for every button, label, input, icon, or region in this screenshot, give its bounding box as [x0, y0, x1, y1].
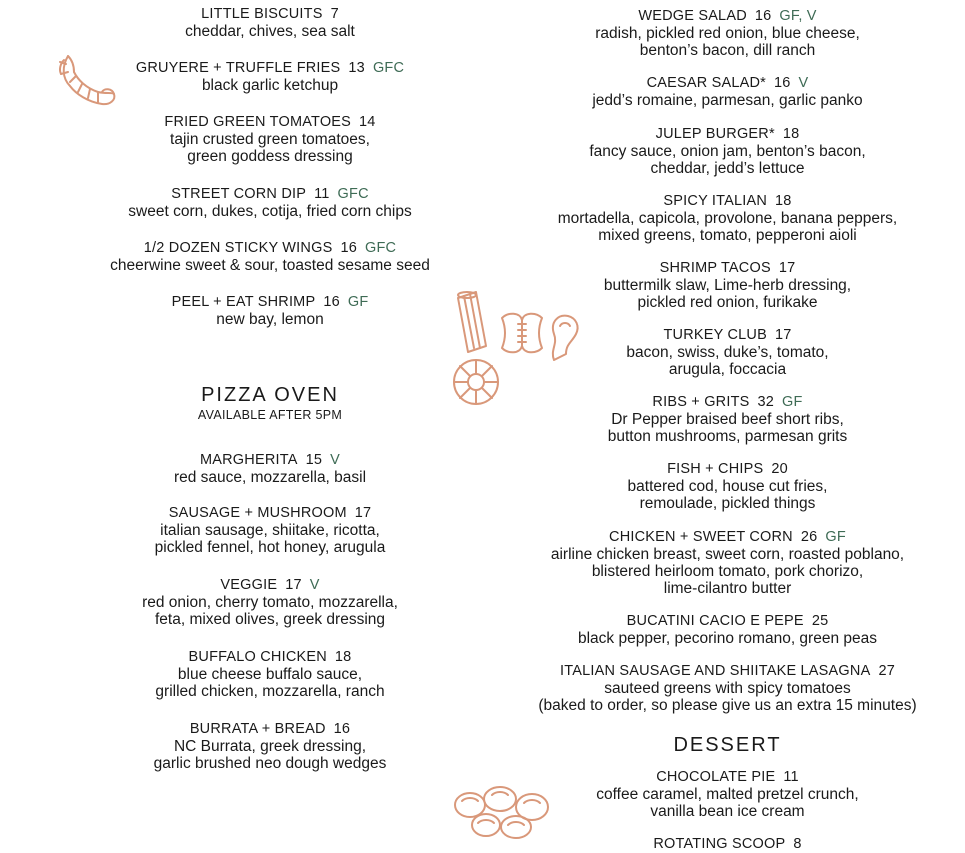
item-name: CHICKEN + SWEET CORN: [609, 529, 793, 545]
item-name: ITALIAN SAUSAGE AND SHIITAKE LASAGNA: [560, 663, 871, 679]
item-desc: cheddar, chives, sea salt: [185, 23, 355, 40]
item-price: 20: [771, 461, 788, 477]
item-desc: italian sausage, shiitake, ricotta,: [160, 522, 380, 539]
item-name: BURRATA + BREAD: [189, 721, 326, 737]
item-name: RIBS + GRITS: [652, 394, 750, 410]
item-name: CAESAR SALAD*: [646, 75, 767, 91]
item-name: TURKEY CLUB: [663, 327, 767, 343]
item-desc: lime-cilantro butter: [663, 580, 792, 597]
item-desc: benton’s bacon, dill ranch: [639, 42, 816, 59]
item-price: 16: [323, 294, 340, 310]
item-desc: cheddar, jedd’s lettuce: [650, 160, 805, 177]
diet-tag: GF: [782, 394, 803, 410]
item-desc: arugula, foccacia: [668, 361, 787, 378]
item-desc: garlic brushed neo dough wedges: [153, 755, 387, 772]
item-price: 26: [800, 529, 818, 545]
item-desc: mixed greens, tomato, pepperoni aioli: [598, 227, 857, 244]
menu-item: [60, 240, 480, 274]
menu-item: [505, 529, 950, 597]
item-desc: pickled fennel, hot honey, arugula: [154, 539, 386, 556]
item-price: 25: [811, 613, 829, 629]
item-name: FRIED GREEN TOMATOES: [164, 114, 352, 130]
diet-tag: GF: [825, 529, 846, 545]
section-title-dessert: DESSERT: [673, 734, 782, 756]
item-desc: red sauce, mozzarella, basil: [173, 469, 367, 486]
menu-item: [505, 461, 950, 512]
menu-item: [60, 6, 480, 40]
item-price: 7: [330, 6, 339, 22]
item-name: GRUYERE + TRUFFLE FRIES: [135, 60, 341, 76]
item-desc: NC Burrata, greek dressing,: [173, 738, 367, 755]
menu-item: [60, 721, 480, 772]
diet-tag: GFC: [372, 60, 405, 76]
item-desc: jedd’s romaine, parmesan, garlic panko: [592, 92, 863, 109]
diet-tag: V: [798, 75, 809, 91]
item-name: SPICY ITALIAN: [663, 193, 768, 209]
item-name: PEEL + EAT SHRIMP: [171, 294, 316, 310]
menu-item: [505, 613, 950, 647]
item-price: 11: [314, 186, 330, 202]
item-price: 17: [778, 260, 796, 276]
diet-tag: GF, V: [779, 8, 817, 24]
item-name: BUCATINI CACIO E PEPE: [626, 613, 804, 629]
item-price: 14: [359, 114, 376, 130]
item-name: FISH + CHIPS: [667, 461, 764, 477]
item-desc: blistered heirloom tomato, pork chorizo,: [591, 563, 864, 580]
item-name: STREET CORN DIP: [171, 186, 307, 202]
shrimp-icon: [56, 52, 124, 112]
menu-item: [60, 294, 480, 328]
item-desc: bacon, swiss, duke’s, tomato,: [626, 344, 829, 361]
item-desc: sweet corn, dukes, cotija, fried corn chips: [128, 203, 412, 220]
item-price: 27: [878, 663, 895, 679]
item-desc: pickled red onion, furikake: [637, 294, 818, 311]
menu-item: [505, 836, 950, 853]
menu-item: [505, 8, 950, 59]
item-desc: fancy sauce, onion jam, benton’s bacon,: [589, 143, 866, 160]
item-desc: airline chicken breast, sweet corn, roasted poblano,: [550, 546, 905, 563]
item-desc: black garlic ketchup: [201, 77, 339, 94]
item-desc: red onion, cherry tomato, mozzarella,: [142, 594, 398, 611]
item-desc: blue cheese buffalo sauce,: [177, 666, 363, 683]
item-price: 18: [775, 193, 792, 209]
item-desc: feta, mixed olives, greek dressing: [154, 611, 386, 628]
item-desc: black pepper, pecorino romano, green peas: [577, 630, 877, 647]
item-price: 13: [348, 60, 365, 76]
item-price: 17: [354, 505, 372, 521]
item-desc: green goddess dressing: [187, 148, 353, 165]
item-price: 32: [757, 394, 775, 410]
diet-tag: GF: [347, 294, 369, 310]
item-desc: buttermilk slaw, Lime-herb dressing,: [603, 277, 852, 294]
dumplings-icon: [452, 783, 556, 841]
menu-item: [505, 193, 950, 244]
item-name: SHRIMP TACOS: [659, 260, 771, 276]
item-price: 17: [774, 327, 792, 343]
item-name: WEDGE SALAD: [638, 8, 747, 24]
diet-tag: GFC: [364, 240, 397, 256]
item-price: 15: [305, 452, 323, 468]
menu-item: [60, 186, 480, 220]
section-subtitle: AVAILABLE AFTER 5PM: [197, 408, 343, 422]
item-desc: battered cod, house cut fries,: [627, 478, 828, 495]
menu-item: [60, 452, 480, 486]
item-desc: vanilla bean ice cream: [650, 803, 805, 820]
item-name: BUFFALO CHICKEN: [188, 649, 327, 665]
item-desc: radish, pickled red onion, blue cheese,: [595, 25, 860, 42]
item-price: 16: [754, 8, 772, 24]
item-desc: button mushrooms, parmesan grits: [607, 428, 848, 445]
item-name: VEGGIE: [220, 577, 278, 593]
item-price: 16: [774, 75, 791, 91]
menu-item: [60, 114, 480, 165]
item-desc: cheerwine sweet & sour, toasted sesame seed: [110, 257, 430, 274]
menu-item: [505, 75, 950, 109]
item-price: 16: [333, 721, 351, 737]
item-price: 11: [783, 769, 799, 785]
item-name: SAUSAGE + MUSHROOM: [168, 505, 347, 521]
item-desc: coffee caramel, malted pretzel crunch,: [596, 786, 859, 803]
menu-item: [60, 577, 480, 628]
diet-tag: V: [330, 452, 340, 468]
menu-item: [60, 505, 480, 556]
item-desc: Dr Pepper braised beef short ribs,: [611, 411, 844, 428]
item-desc: remoulade, pickled things: [639, 495, 816, 512]
item-price: 17: [285, 577, 302, 593]
item-price: 18: [782, 126, 800, 142]
menu-item: [60, 649, 480, 700]
item-desc: grilled chicken, mozzarella, ranch: [155, 683, 385, 700]
item-desc: sauteed greens with spicy tomatoes: [604, 680, 851, 697]
pasta-shapes-icon: [442, 290, 582, 408]
menu-item: [505, 126, 950, 177]
diet-tag: GFC: [337, 186, 369, 202]
item-price: 8: [793, 836, 802, 852]
item-name: ROTATING SCOOP: [653, 836, 786, 852]
item-desc: mortadella, capicola, provolone, banana peppers,: [557, 210, 898, 227]
section-title-pizza: PIZZA OVEN: [201, 384, 339, 406]
menu-item: [505, 663, 950, 714]
item-desc: tajin crusted green tomatoes,: [170, 131, 370, 148]
item-name: CHOCOLATE PIE: [656, 769, 776, 785]
diet-tag: V: [309, 577, 320, 593]
item-name: LITTLE BISCUITS: [201, 6, 323, 22]
item-price: 16: [340, 240, 357, 256]
item-price: 18: [334, 649, 352, 665]
item-desc: new bay, lemon: [216, 311, 324, 328]
item-name: JULEP BURGER*: [655, 126, 775, 142]
item-name: MARGHERITA: [199, 452, 298, 468]
menu-item: [505, 769, 950, 820]
item-desc: (baked to order, so please give us an extra 15 minutes): [538, 697, 917, 714]
item-name: 1/2 DOZEN STICKY WINGS: [143, 240, 333, 256]
